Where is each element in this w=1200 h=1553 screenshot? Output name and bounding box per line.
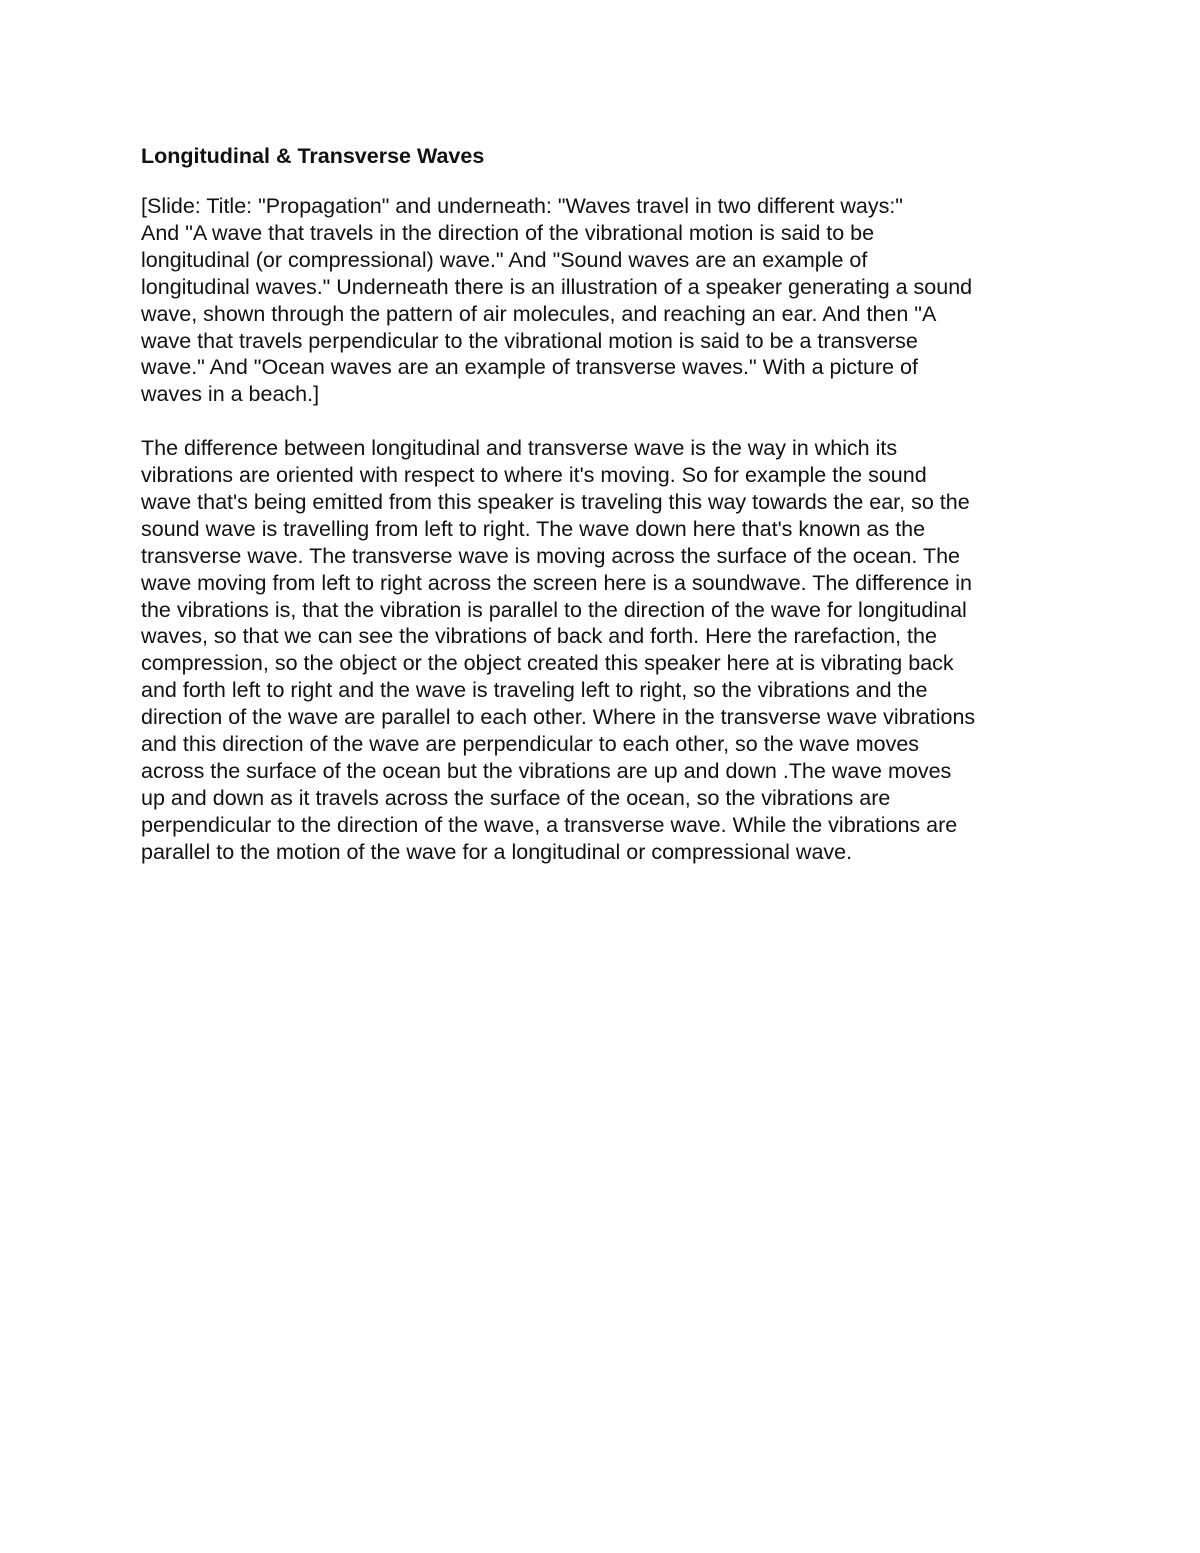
text-line: waves, so that we can see the vibrations of back and forth. Here the rarefaction, the (141, 624, 937, 649)
text-line: longitudinal waves." Underneath there is an illustration of a speaker generating a sound (141, 274, 973, 299)
text-line: wave, shown through the pattern of air molecules, and reaching an ear. And then "A (141, 301, 937, 326)
explanation-paragraph (141, 435, 1061, 866)
text-line: across the surface of the ocean but the vibrations are up and down .The wave moves (141, 759, 952, 784)
text-line: vibrations are oriented with respect to where it's moving. So for example the sound (141, 463, 927, 488)
text-line: and forth left to right and the wave is traveling left to right, so the vibrations and the (141, 678, 928, 703)
text-line: perpendicular to the direction of the wave, a transverse wave. While the vibrations are (141, 812, 958, 837)
text-line: the vibrations is, that the vibration is parallel to the direction of the wave for longitudinal (141, 597, 967, 622)
text-line: waves in a beach.] (141, 382, 320, 407)
text-line: longitudinal (or compressional) wave." And "Sound waves are an example of (141, 247, 868, 272)
text-line: The difference between longitudinal and transverse wave is the way in which its (141, 436, 898, 461)
text-line: And "A wave that travels in the direction of the vibrational motion is said to be (141, 220, 875, 245)
text-line: and this direction of the wave are perpendicular to each other, so the wave moves (141, 732, 920, 757)
text-line: compression, so the object or the object created this speaker here at is vibrating back (141, 651, 954, 676)
text-line: transverse wave. The transverse wave is moving across the surface of the ocean. The (141, 543, 960, 568)
slide-description-paragraph (141, 193, 1061, 408)
text-line: wave that travels perpendicular to the vibrational motion is said to be a transverse (141, 328, 918, 353)
text-line: sound wave is travelling from left to right. The wave down here that's known as the (141, 516, 926, 541)
text-line: up and down as it travels across the surface of the ocean, so the vibrations are (141, 785, 891, 810)
text-line: wave that's being emitted from this speaker is traveling this way towards the ear, so the (141, 489, 970, 514)
text-line: direction of the wave are parallel to each other. Where in the transverse wave vibrations (141, 705, 976, 730)
text-line: wave moving from left to right across the screen here is a soundwave. The difference in (141, 570, 972, 595)
document-title: Longitudinal & Transverse Waves (141, 144, 485, 168)
text-line: [Slide: Title: "Propagation" and underneath: "Waves travel in two different ways:" (141, 194, 903, 218)
text-line: parallel to the motion of the wave for a longitudinal or compressional wave. (141, 839, 853, 864)
document-page (141, 140, 1061, 893)
text-line: wave." And "Ocean waves are an example of transverse waves." With a picture of (141, 355, 918, 380)
